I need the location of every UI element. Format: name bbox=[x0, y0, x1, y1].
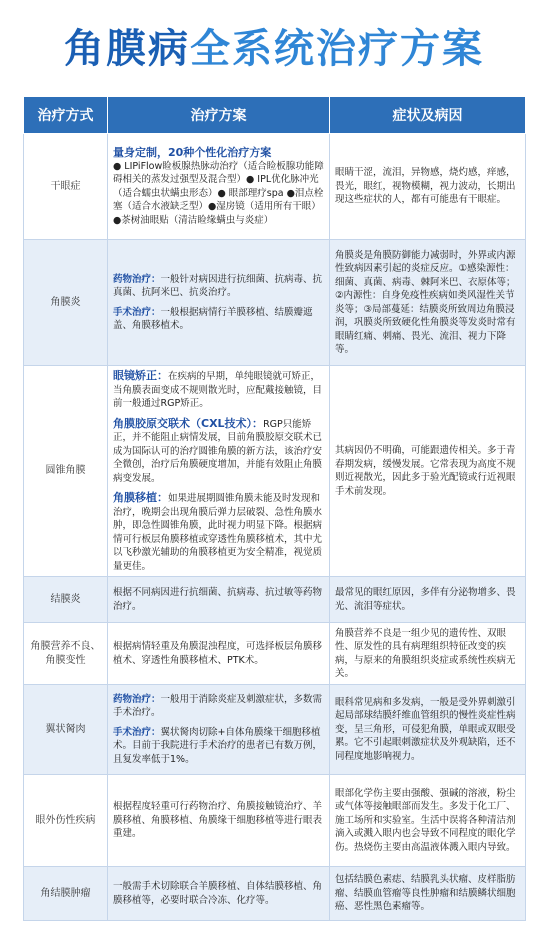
symptom-cell: 其病因仍不明确，可能跟遗传相关。多于青春期发病，缓慢发展。它常表现为高度不规则近视散光，因此多于验光配镜或行近视眼手术前发现。 bbox=[330, 366, 526, 577]
symptom-cell: 眼睛干涩，流泪，异物感，烧灼感，痒感，畏光，眼红，视物模糊，视力波动，长期出现这些症状的人，都有可能患有干眼症。 bbox=[330, 134, 526, 240]
plan-cell: 一般需手术切除联合羊膜移植、自体结膜移植、角膜移植等，必要时联合冷冻、化疗等。 bbox=[108, 867, 330, 921]
table-header-row bbox=[24, 97, 526, 134]
disease-name: 翼状胬肉 bbox=[24, 685, 108, 775]
plan-cell: 根据病情轻重及角膜混浊程度，可选择板层角膜移植术、穿透性角膜移植术、PTK术。 bbox=[108, 623, 330, 685]
header-treatment-plan: 治疗方案 bbox=[108, 97, 330, 134]
plan-cell bbox=[108, 685, 330, 775]
plan-cell: 根据不同病因进行抗细菌、抗病毒、抗过敏等药物治疗。 bbox=[108, 577, 330, 623]
symptom-cell: 包括结膜色素痣、结膜乳头状瘤、皮样脂肪瘤、结膜血管瘤等良性肿瘤和结膜鳞状细胞癌、恶性黑色素瘤等。 bbox=[330, 867, 526, 921]
table-row bbox=[24, 775, 526, 867]
title-part2: 全系统治疗方案 bbox=[190, 26, 484, 72]
header-symptoms: 症状及病因 bbox=[330, 97, 526, 134]
plan-text: 一般针对病因进行抗细菌、抗病毒、抗真菌、抗阿米巴、抗炎治疗。 bbox=[113, 273, 323, 298]
plan-text: 如果进展期圆锥角膜未能及时发现和治疗，晚期会出现角膜后弹力层破裂、急性角膜水肿，即急性圆锥角膜，此时视力明显下降。根据病情可行板层角膜移植或穿透性角膜移植术，其中尤以飞秒激光辅助的角膜移植更为安全精准，视觉质量更佳。 bbox=[113, 493, 323, 572]
symptom-cell: 角膜炎是角膜防御能力减弱时，外界或内源性致病因素引起的炎症反应。①感染源性：细菌、真菌、病毒、棘阿米巴、衣原体等；②内源性：自身免疫性疾病如类风湿性关节炎等；③局部蔓延：结膜炎所致周边角膜浸润，巩膜炎所致硬化性角膜炎等发炎时常有眼睛红痛、刺痛、畏光、流泪、视力下降等。 bbox=[330, 240, 526, 366]
table-row bbox=[24, 685, 526, 775]
symptom-cell: 角膜营养不良是一组少见的遗传性、双眼性、原发性的具有病理组织特征改变的疾病，与原来的角膜组织炎症或系统性疾病无关。 bbox=[330, 623, 526, 685]
plan-label: 量身定制，20种个性化治疗方案 bbox=[113, 146, 272, 159]
symptom-cell: 眼科常见病和多发病，一般是受外界刺激引起局部球结膜纤维血管组织的慢性炎症性病变，呈三角形，可侵犯角膜，单眼或双眼受累。它不引起眼刺激症状及外观缺陷，还不同程度地影响视力。 bbox=[330, 685, 526, 775]
plan-label: 药物治疗： bbox=[113, 273, 161, 285]
table-row bbox=[24, 366, 526, 577]
plan-text: 在疾病的早期，单纯眼镜就可矫正，当角膜表面变成不规则散光时，应配戴接触镜，目前一般通过RGP矫正。 bbox=[113, 371, 323, 409]
plan-cell: 根据程度轻重可行药物治疗、角膜接触镜治疗、羊膜移植、角膜移植、角膜缘干细胞移植等进行眼表重建。 bbox=[108, 775, 330, 867]
plan-cell bbox=[108, 366, 330, 577]
table-row bbox=[24, 577, 526, 623]
table-row bbox=[24, 623, 526, 685]
disease-name: 干眼症 bbox=[24, 134, 108, 240]
plan-label: 手术治疗： bbox=[113, 306, 161, 318]
treatment-table bbox=[23, 96, 526, 921]
plan-text: ● LIPiFlow睑板腺热脉动治疗（适合睑板腺功能障碍相关的蒸发过强型及混合型）● IPL优化脉冲光（适合蠕虫状螨虫形态）● 眼部理疗spa ●泪点栓塞（适合水液缺乏型）●湿房镜（适用所有干眼）●茶树油眼贴（清洁睑缘螨虫与炎症） bbox=[113, 160, 324, 226]
symptom-cell: 眼部化学伤主要由强酸、强碱的溶液，粉尘或气体等接触眼部而发生。多发于化工厂、施工场所和实验室。生活中误将各种清洁剂滴入或溅入眼内也会导致不同程度的眼化学伤。热烧伤主要由高温液体溅入眼内导致。 bbox=[330, 775, 526, 867]
table-row bbox=[24, 867, 526, 921]
plan-text: 一般根据病情行羊膜移植、结膜瓣遮盖、角膜移植术。 bbox=[113, 306, 313, 331]
plan-label: 角膜移植： bbox=[113, 491, 168, 504]
title-part1: 角膜病 bbox=[64, 26, 190, 72]
plan-label: 药物治疗： bbox=[113, 693, 161, 705]
disease-name: 结膜炎 bbox=[24, 577, 108, 623]
plan-label: 手术治疗： bbox=[113, 726, 161, 738]
plan-label: 眼镜矫正： bbox=[113, 369, 168, 382]
page-title bbox=[0, 14, 548, 84]
table-row bbox=[24, 134, 526, 240]
plan-text: 翼状胬肉切除+自体角膜缘干细胞移植术。目前于我院进行手术治疗的患者已有数万例，且复发率低于1%。 bbox=[113, 726, 323, 765]
plan-cell bbox=[108, 240, 330, 366]
plan-cell bbox=[108, 134, 330, 240]
table-row bbox=[24, 240, 526, 366]
disease-name: 圆锥角膜 bbox=[24, 366, 108, 577]
plan-label: 角膜胶原交联术（CXL技术）： bbox=[113, 416, 264, 430]
disease-name: 角膜营养不良、角膜变性 bbox=[24, 623, 108, 685]
header-treatment-type: 治疗方式 bbox=[24, 97, 108, 134]
symptom-cell: 最常见的眼红原因，多伴有分泌物增多、畏光、流泪等症状。 bbox=[330, 577, 526, 623]
disease-name: 眼外伤性疾病 bbox=[24, 775, 108, 867]
disease-name: 角膜炎 bbox=[24, 240, 108, 366]
plan-text: RGP只能矫正，并不能阻止病情发展，目前角膜胶原交联术已成为国际认可的治疗圆锥角膜的新方法，该治疗安全微创，治疗后角膜硬度增加，并能有效阻止角膜病变发展。 bbox=[113, 418, 323, 484]
disease-name: 角结膜肿瘤 bbox=[24, 867, 108, 921]
plan-text: 一般用于消除炎症及刺激症状，多数需手术治疗。 bbox=[113, 693, 323, 719]
